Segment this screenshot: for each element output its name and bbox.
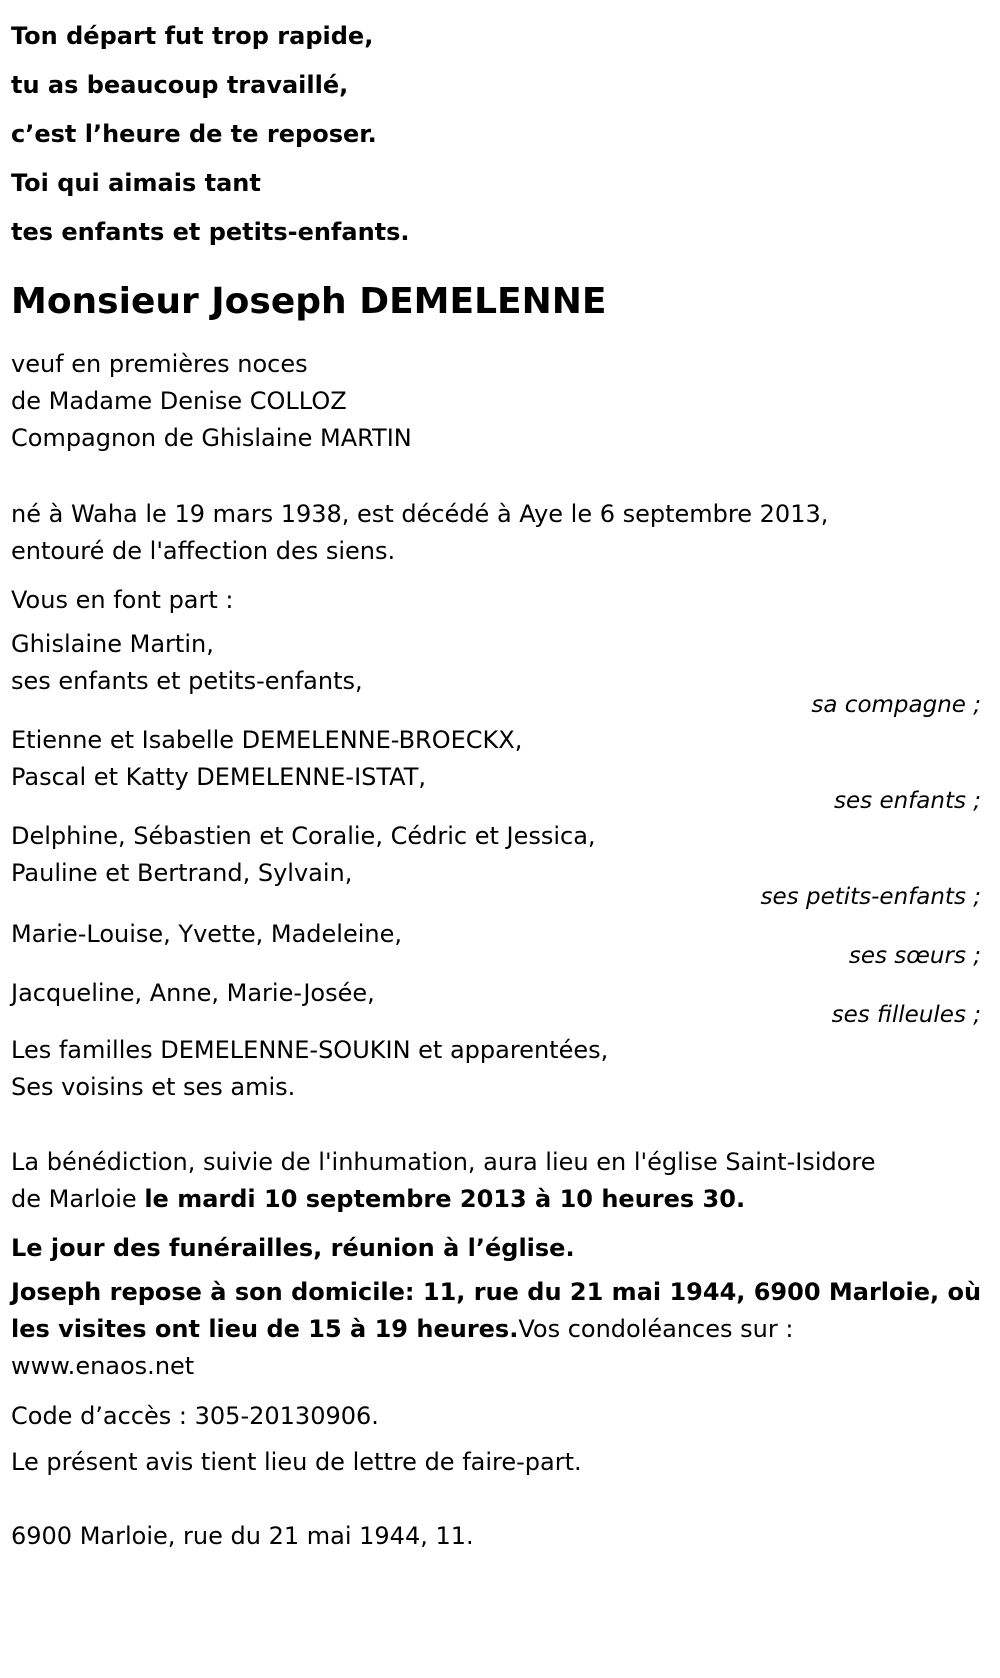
others [11,1032,608,1106]
ceremony-date: le mardi 10 septembre 2013 à 10 heures 30. [144,1185,746,1213]
family-group-goddaughters [11,973,375,1013]
family-group-grandchildren [11,818,596,892]
relation-line: de Madame Denise COLLOZ [11,387,347,415]
role-children: ses enfants ; [834,788,981,814]
family-line: Pauline et Bertrand, Sylvain, [11,859,353,887]
family-line: Marie-Louise, Yvette, Madeleine, [11,920,403,948]
family-line: Ghislaine Martin, [11,630,214,658]
poem-line: tes enfants et petits-enfants. [11,218,410,246]
ceremony-line [11,1181,876,1218]
others-line: Les familles DEMELENNE-SOUKIN et apparentées, [11,1036,609,1064]
relations [11,346,412,457]
others-line: Ses voisins et ses amis. [11,1073,296,1101]
ceremony-line: La bénédiction, suivie de l'inhumation, aura lieu en l'église Saint-Isidore [11,1148,876,1176]
birth-death-line: né à Waha le 19 mars 1938, est décédé à Aye le 6 septembre 2013, [11,500,829,528]
visit-line: Joseph repose à son domicile: 11, rue du 21 mai 1944, 6900 Marloie, où [11,1278,982,1306]
family-line: Jacqueline, Anne, Marie-Josée, [11,979,375,1007]
poem-line: tu as beaucoup travaillé, [11,71,349,99]
role-sisters: ses sœurs ; [848,943,981,969]
visit-line [11,1311,981,1348]
obituary-notice [11,0,991,1678]
family-group-sisters [11,914,402,954]
birth-death [11,496,828,570]
relation-line: veuf en premières noces [11,350,308,378]
visit-hours: les visites ont lieu de 15 à 19 heures. [11,1315,519,1343]
poem-line: c’est l’heure de te reposer. [11,120,377,148]
announce-intro: Vous en font part : [11,586,234,614]
access-code: Code d’accès : 305-20130906. [11,1402,379,1430]
condolences-label: Vos condoléances sur : [518,1315,794,1343]
family-line: ses enfants et petits-enfants, [11,667,363,695]
family-group-companion [11,626,363,700]
address: 6900 Marloie, rue du 21 mai 1944, 11. [11,1522,474,1550]
poem-line: Toi qui aimais tant [11,169,261,197]
website-link[interactable]: www.enaos.net [11,1352,195,1380]
role-goddaughters: ses filleules ; [831,1002,981,1028]
ceremony-place: de Marloie [11,1185,145,1213]
deceased-name: Monsieur Joseph DEMELENNE [11,281,607,322]
family-group-children [11,722,522,796]
poem [11,12,410,257]
relation-line: Compagnon de Ghislaine MARTIN [11,424,412,452]
family-line: Pascal et Katty DEMELENNE-ISTAT, [11,763,427,791]
visit-info [11,1274,981,1385]
notice: Le présent avis tient lieu de lettre de faire-part. [11,1448,582,1476]
birth-death-line: entouré de l'affection des siens. [11,537,396,565]
role-grandchildren: ses petits-enfants ; [760,884,981,910]
family-line: Delphine, Sébastien et Coralie, Cédric et Jessica, [11,822,596,850]
poem-line: Ton départ fut trop rapide, [11,22,374,50]
role-companion: sa compagne ; [811,692,981,718]
ceremony [11,1144,876,1218]
meeting: Le jour des funérailles, réunion à l’église. [11,1234,575,1262]
family-line: Etienne et Isabelle DEMELENNE-BROECKX, [11,726,523,754]
